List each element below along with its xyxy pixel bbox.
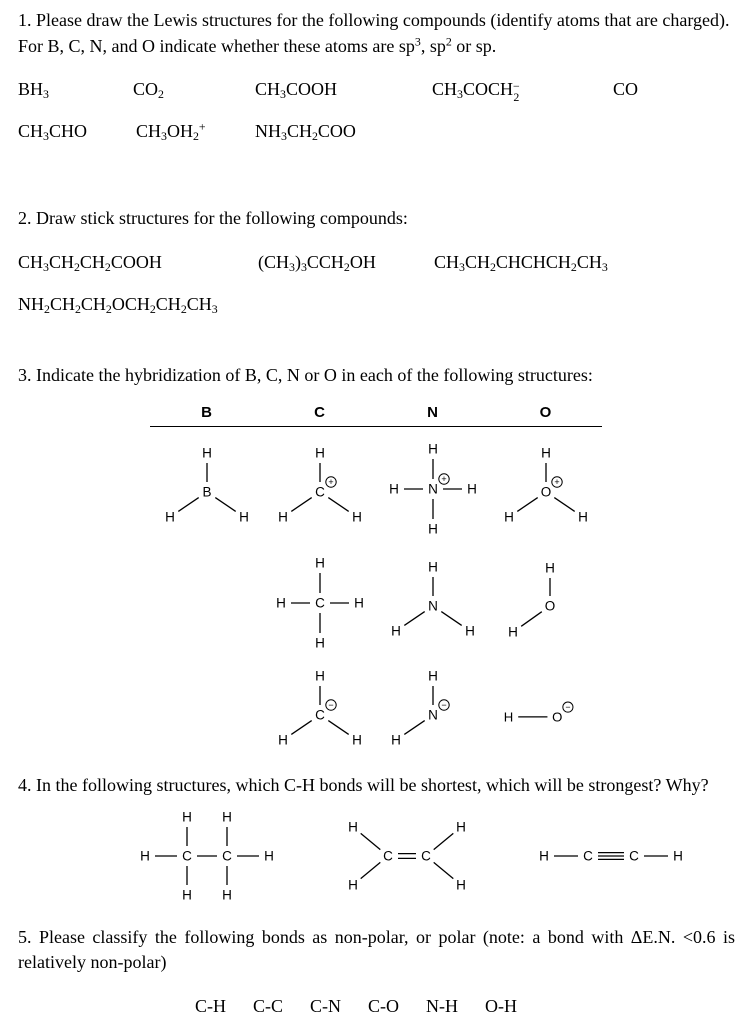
structure-ch3-anion [268, 663, 372, 759]
question-3-text: 3. Indicate the hybridization of B, C, N or O in each of the following structures: [18, 364, 593, 385]
svg-text:H: H [222, 887, 232, 903]
svg-text:+: + [440, 474, 447, 485]
compound-butanoic-acid: $CH_3CH_2CH_2COOH$ [18, 251, 162, 274]
svg-text:H: H [503, 709, 514, 725]
structure-h2o [494, 556, 598, 648]
bond-c-h: C-H [195, 995, 226, 1016]
svg-text:H: H [222, 809, 232, 825]
question-2-text: 2. Draw stick structures for the following compounds: [18, 208, 408, 229]
structure-nh2-anion [381, 663, 485, 759]
svg-text:N: N [427, 481, 438, 497]
svg-text:H: H [314, 668, 325, 684]
compound-bh3: $BH_3$ [18, 79, 49, 102]
svg-text:N: N [427, 707, 438, 723]
structure-bh3 [155, 440, 259, 536]
svg-text:H: H [351, 509, 362, 525]
svg-text:H: H [348, 819, 358, 835]
svg-text:H: H [390, 623, 401, 639]
question-2-compounds-row-2 [18, 294, 735, 321]
svg-text:O: O [540, 484, 551, 500]
compound-ch3cooh: $CH_3COOH$ [255, 79, 337, 102]
question-1 [18, 8, 735, 148]
svg-text:H: H [264, 848, 274, 864]
svg-text:H: H [277, 509, 288, 525]
svg-text:+: + [553, 477, 560, 488]
compound-hexene: $CH_3CH_2CHCHCH_2CH_3$ [434, 251, 608, 274]
svg-text:H: H [353, 595, 364, 611]
svg-text:H: H [314, 445, 325, 461]
question-5-bond-list [195, 996, 735, 1017]
svg-text:H: H [427, 668, 438, 684]
question-2 [18, 206, 735, 321]
svg-text:H: H [164, 509, 175, 525]
svg-text:H: H [427, 441, 438, 457]
bond-c-o: C-O [368, 995, 400, 1016]
svg-text:−: − [327, 700, 334, 711]
column-header-oxygen: O [539, 404, 552, 422]
hybridization-table-headers [150, 404, 602, 427]
svg-text:H: H [577, 509, 588, 525]
svg-text:C: C [383, 848, 393, 864]
bond-n-h: N-H [426, 995, 459, 1016]
structure-acetylene [530, 832, 692, 880]
svg-text:B: B [201, 484, 212, 500]
structure-ch3-cation [268, 440, 372, 536]
bond-o-h: O-H [485, 995, 518, 1016]
question-1-text: 1. Please draw the Lewis structures for the following compounds (identify atoms that are charged). For B, C, N, and O indicate whether these atoms are $sp^3$, $sp^2$ or sp. [18, 10, 730, 56]
svg-text:H: H [388, 481, 399, 497]
structure-nh3 [381, 554, 485, 650]
svg-text:H: H [238, 509, 249, 525]
bond-c-c: C-C [253, 995, 284, 1016]
question-4 [18, 773, 735, 909]
svg-text:H: H [544, 560, 555, 576]
compound-co: CO [613, 79, 639, 100]
svg-text:H: H [539, 848, 549, 864]
svg-text:H: H [275, 595, 286, 611]
question-2-compounds-row-1 [18, 252, 735, 279]
svg-text:H: H [456, 877, 466, 893]
svg-text:C: C [314, 595, 325, 611]
svg-text:H: H [466, 481, 477, 497]
svg-text:H: H [427, 559, 438, 575]
column-header-nitrogen: N [427, 404, 438, 422]
hybridization-row-2 [150, 549, 602, 655]
structure-ethylene [328, 804, 486, 908]
svg-text:H: H [314, 635, 325, 651]
structure-ethane [130, 803, 284, 909]
svg-text:+: + [327, 477, 334, 488]
svg-text:−: − [565, 702, 571, 713]
svg-text:C: C [182, 848, 192, 864]
svg-text:H: H [464, 623, 475, 639]
compound-amino-ether: $NH_2CH_2CH_2OCH_2CH_2CH_3$ [18, 293, 218, 316]
svg-text:H: H [140, 848, 150, 864]
svg-text:H: H [348, 877, 358, 893]
question-4-text: 4. In the following structures, which C-H bonds will be shortest, which will be strongest? Why? [18, 775, 709, 796]
compound-co2: $CO_2$ [133, 79, 164, 102]
structure-ch4 [268, 549, 372, 655]
question-5-text: 5. Please classify the following bonds as non-polar, or polar (note: a bond with ΔE.N. <0.6 is relatively non-polar) [18, 926, 735, 973]
svg-text:C: C [583, 848, 593, 864]
question-5 [18, 925, 735, 1017]
svg-text:C: C [421, 848, 431, 864]
svg-text:H: H [390, 732, 401, 748]
structure-oh3-cation [494, 440, 598, 536]
svg-text:H: H [182, 809, 192, 825]
question-1-compounds-row-2 [18, 121, 735, 148]
column-header-boron: B [201, 404, 212, 422]
bond-c-n: C-N [310, 995, 342, 1016]
svg-text:C: C [629, 848, 639, 864]
svg-text:H: H [673, 848, 683, 864]
compound-neopentyl-alcohol: $(CH_3)_3CCH_2OH$ [258, 251, 376, 274]
structure-oh-anion [489, 679, 602, 743]
column-header-carbon: C [314, 404, 325, 422]
hybridization-table [150, 404, 602, 759]
svg-text:H: H [540, 445, 551, 461]
question-1-compounds-row-1 [18, 79, 735, 106]
svg-text:H: H [182, 887, 192, 903]
question-4-structures [130, 803, 735, 909]
svg-text:H: H [427, 521, 438, 537]
svg-text:H: H [503, 509, 514, 525]
structure-nh4-cation [381, 435, 485, 541]
question-3 [18, 363, 735, 760]
svg-text:H: H [277, 732, 288, 748]
svg-text:H: H [314, 555, 325, 571]
svg-text:H: H [351, 732, 362, 748]
svg-text:O: O [544, 598, 555, 614]
svg-text:N: N [427, 598, 438, 614]
svg-text:C: C [222, 848, 232, 864]
svg-text:−: − [440, 700, 447, 711]
svg-text:C: C [314, 707, 325, 723]
svg-text:O: O [552, 709, 563, 725]
svg-text:H: H [507, 624, 518, 640]
compound-ch3oh2-cation: $CH_3OH_2^+$ [136, 119, 206, 144]
compound-ch3coch2-anion: $CH_3COCH$ − 2 [432, 78, 520, 105]
svg-text:C: C [314, 484, 325, 500]
svg-text:H: H [201, 445, 212, 461]
compound-ch3cho: $CH_3CHO$ [18, 121, 87, 144]
hybridization-row-3 [150, 663, 602, 759]
compound-nh3ch2coo: $NH_3CH_2COO$ [255, 121, 356, 144]
svg-text:H: H [456, 819, 466, 835]
hybridization-row-1 [150, 435, 602, 541]
